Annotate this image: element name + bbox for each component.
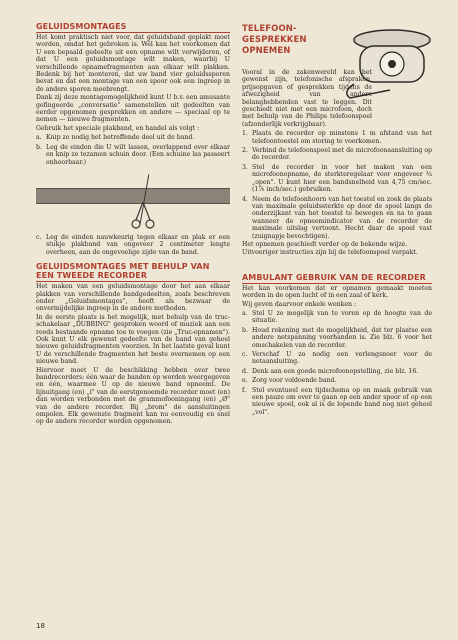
tape-splice-illustration bbox=[36, 170, 230, 232]
paragraph: Het maken van een geluidsmontage door het aan elkaar plakken van verschillende bandgedeelten, zoals beschreven onder „Geluidsmontages", heeft als bezwaar de onvermijdelijke ingreep in de andere methoden. bbox=[36, 283, 230, 313]
list-item: a. Stel U zo mogelijk van te voren op de hoogte van de situatie. bbox=[242, 309, 432, 325]
paragraph: Vooral in de zakenwereld kan het gewenst zijn, telefonische afspraken, prijsopgaven of gesprekken tijdens de afwezigheid van andere belanghebbenden vast te leggen. Dit geschiedt niet met een microfoon, doch met behulp van de Philips telefoonspoel (afzonderlijk verkrijgbaar). bbox=[242, 69, 372, 128]
paragraph: Hiervoor moet U de beschikking hebben over twee bandrecorders: één waar de banden op worden weergegeven en één, waarmee U op de nieuwe band opneemt. De lijnuitgang (en) „i" van de eerstgenoemde recorder moet (en) dan worden verbonden met de grammofooningang (en) „Ø" van de andere recorder. Bij „brom" de aansluitingen ompolen. Elk gewenste fragment kan nu eenvoudig en snel op de andere recorder worden opgenomen. bbox=[36, 366, 230, 426]
paragraph: Het komt praktisch niet voor, dat geluidsband geplakt moet worden, omdat het gebroken is. Wèl kan het voorkomen dat U een bepaald gedeelte uit een opname wilt verwijderen, of dat U een geluidsmontage wilt maken, waarbij U verschillende opnamefragmenten aan elkaar wilt plakken. Bedenk bij het monteren, dat uw band vier geluidssporen bevat en dat een montage van een spoor ook een ingreep in de andere sporen meebrengt. bbox=[36, 34, 230, 93]
list-item: c. Verschaf U zo nodig een verlengsnoer voor de netaansluiting. bbox=[242, 351, 432, 366]
telefoon-steps bbox=[242, 130, 432, 240]
list-item: e. Zorg voor voldoende band. bbox=[242, 377, 337, 385]
list-item: 2. Verbind de telefoonspoel met de microfoonaansluiting op de recorder. bbox=[242, 147, 432, 162]
list-item: 1. Plaats de recorder op minstens 1 m afstand van het telefoontoestel om storing te voorkomen. bbox=[242, 130, 432, 145]
section-title-tweede-recorder: GELUIDSMONTAGES MET BEHULP VAN EEN TWEEDE RECORDER bbox=[36, 262, 230, 282]
page-number: 18 bbox=[36, 622, 45, 630]
scissors-icon bbox=[130, 202, 156, 230]
paragraph: Dank zij deze montagemogelijkheid kunt U b.v. een amusante gefingeerde „conversatie" samenstellen uit gedeelten van eerder opgenomen gesprekken en andere — speciaal op te nemen — nieuwe fragmenten. bbox=[36, 94, 230, 124]
telefoon-title-block bbox=[242, 24, 332, 58]
paragraph: Gebruik het speciale plakband, en handel als volgt : bbox=[36, 124, 200, 132]
list-item: 3. Stel de recorder in voor het maken van een microfoonopname, de sterkteregelaar voor ongeveer ¾ „open". U kunt hier een bandsnelheid van 4,75 cm/sec. (1⅞ inch/sec.) gebruiken. bbox=[242, 163, 432, 194]
steps-list bbox=[36, 134, 230, 166]
list-item: 4. Neem de telefoonhoorn van het toestel en zoek de plaats van maximale geluidssterkte op door de spoel langs de onderzijkant van het toestel te bewegen en na te gaan wanneer de opneemindicator van de recorder de maximale uitslag vertoont. Hecht daar de spoel vast (zuignapje bevochtigen). bbox=[242, 195, 432, 240]
left-column bbox=[36, 22, 230, 426]
section-title-telefoon: TELEFOON- GESPREKKEN OPNEMEN bbox=[242, 24, 307, 56]
steps-list-continued bbox=[36, 234, 230, 256]
list-item: b. Houd rekening met de mogelijkheid, dat ter plaatse een andere netspanning voorhanden is. Zie blz. 6 voor het omschakelen van de recorder. bbox=[242, 326, 432, 349]
paragraph: Uitvoeriger instructies zijn bij de telefoonspoel verpakt. bbox=[242, 249, 418, 257]
paragraph: In de eerste plaats is het mogelijk, met behulp van de truc-schakelaar „DUBBING" gesproken woord of muziek aan een reeds bestaande opname toe te voegen (zie „Truc-opnamen"). Ook kunt U elk gewenst gedeelte van de band van geheel nieuwe geluidsfragmenten voorzien. In het laatste geval kunt U de verschillende fragmenten het beste overnemen op een nieuwe band. bbox=[36, 313, 230, 366]
section-title-geluidsmontages: GELUIDSMONTAGES bbox=[36, 22, 230, 33]
ambulant-tips bbox=[242, 310, 432, 416]
right-column bbox=[242, 68, 432, 416]
paragraph: Het kan voorkomen dat er opnamen gemaakt moeten worden in de open lucht of in een zaal of kerk. bbox=[242, 284, 432, 300]
paragraph: Het opnemen geschiedt verder op de bekende wijze. bbox=[242, 240, 408, 248]
list-item: f. Stel eventueel een tijdschema op en maak gebruik van een pauze om over te gaan op een ander spoor of op een nieuwe spoel, ook al is de lopende band nog niet geheel „vol". bbox=[242, 386, 432, 416]
list-item: a. Knip zo nodig het betreffende deel uit de band. bbox=[36, 134, 195, 142]
list-item: d. Denk aan een goede microfoonopstelling, zie blz. 16. bbox=[242, 367, 419, 375]
paragraph: Wij geven daarvoor enkele wenken : bbox=[242, 300, 357, 308]
section-title-ambulant: AMBULANT GEBRUIK VAN DE RECORDER bbox=[242, 273, 432, 284]
list-item: b. Leg de einden die U wilt lassen, overlappend over elkaar en knip ze tezamen schuin door. (Een schuine las passeert onhoorbaar.) bbox=[36, 143, 230, 166]
list-item: c. Leg de einden nauwkeurig tegen elkaar en plak er een stukje plakband van ongeveer 2 centimeter lengte overheen, aan de ongevoelige zijde van de band. bbox=[36, 233, 230, 256]
